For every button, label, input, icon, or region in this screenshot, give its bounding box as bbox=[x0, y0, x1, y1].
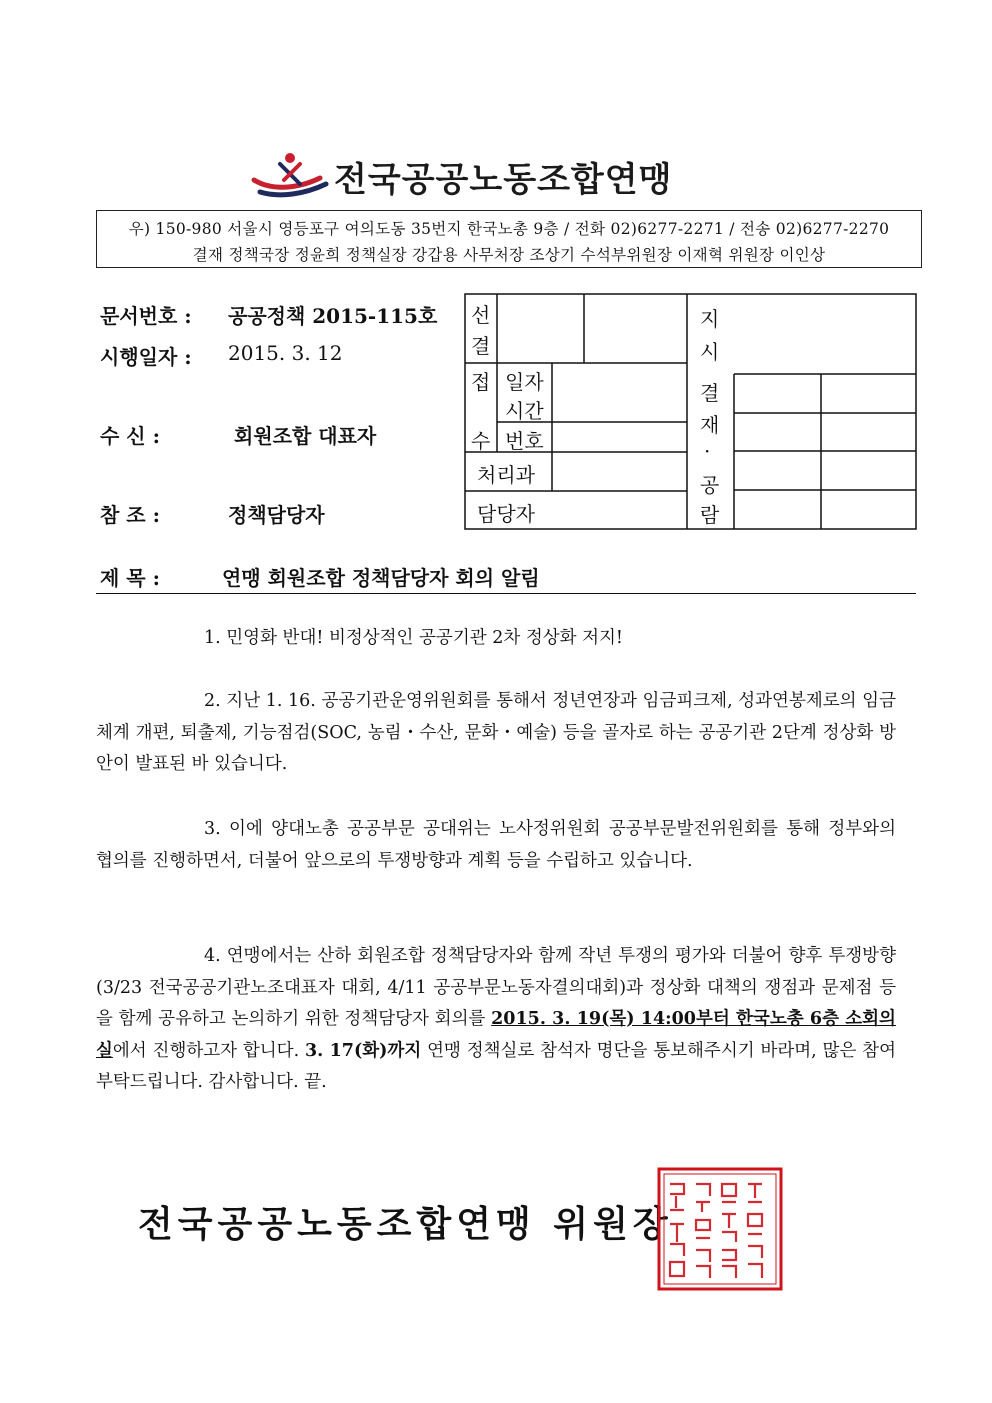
body-paragraph-1: 1. 민영화 반대! 비정상적인 공공기관 2차 정상화 저지! bbox=[204, 628, 623, 648]
subject-divider bbox=[96, 593, 916, 594]
approval-gyeoljae-1: 결 bbox=[700, 381, 720, 405]
recipient-value: 회원조합 대표자 bbox=[234, 424, 377, 448]
address-box bbox=[96, 210, 922, 268]
approval-line: 결재 정책국장 정윤희 정책실장 강갑용 사무처장 조상기 수석부위원장 이재혁 위원장 이인상 bbox=[192, 246, 826, 264]
reference-label: 참 조 : bbox=[100, 503, 160, 527]
approval-table bbox=[464, 293, 917, 530]
approval-seongyeol-2: 결 bbox=[471, 334, 491, 358]
approval-seongyeol-1: 선 bbox=[471, 303, 491, 327]
approval-gyeoljae-3: 공 bbox=[700, 473, 720, 497]
recipient-label: 수 신 : bbox=[100, 424, 160, 448]
body-paragraph-4: 4. 연맹에서는 산하 회원조합 정책담당자와 함께 작년 투쟁의 평가와 더불어 향후 투쟁방향(3/23 전국공공기관노조대표자 대회, 4/11 공공부문노동자결의대회)과 정상화 대책의 쟁점과 문제점 등을 함께 공유하고 논의하기 위한 정책담당자 회의를 2015. 3. 19(목) 14:00부터 한국노총 6층 소회의실에서 진행하고자 합니다. 3. 17(화)까지 연맹 정책실로 참석자 명단을 통보해주시기 바라며, 많은 참여 부탁드립니다. 감사합니다. 끝. bbox=[96, 946, 896, 1092]
date-label: 시행일자 : bbox=[100, 345, 192, 369]
doc-number-label: 문서번호 : bbox=[100, 304, 192, 328]
approval-jisi-2: 시 bbox=[700, 340, 720, 364]
approval-jisi-1: 지 bbox=[700, 307, 720, 331]
meeting-datetime-highlight: 2015. 3. 19(목) 14:00부터 한국노총 6층 소회의실 bbox=[96, 1009, 896, 1061]
approval-beonho: 번호 bbox=[505, 429, 544, 453]
approval-ilja: 일자 bbox=[505, 370, 544, 394]
approval-damdangja: 담당자 bbox=[477, 502, 535, 526]
org-logo bbox=[250, 150, 750, 198]
org-logo-text: 전국공공노동조합연맹 bbox=[334, 160, 673, 200]
approval-jeopsu-1: 접 bbox=[471, 370, 491, 394]
org-logo-mark-icon bbox=[250, 150, 330, 198]
official-seal-icon bbox=[656, 1166, 784, 1292]
approval-gyeoljae-dot: · bbox=[704, 439, 711, 463]
signature-text: 전국공공노동조합연맹 위원장 bbox=[138, 1204, 673, 1245]
approval-sigan: 시간 bbox=[505, 399, 544, 423]
reference-value: 정책담당자 bbox=[228, 503, 325, 527]
address-line: 우) 150-980 서울시 영등포구 여의도동 35번지 한국노총 9층 / 전화 02)6277-2271 / 전송 02)6277-2270 bbox=[128, 220, 890, 238]
doc-number: 공공정책 2015-115호 bbox=[228, 304, 438, 328]
approval-gyeoljae-2: 재 bbox=[700, 413, 720, 437]
subject-value: 연맹 회원조합 정책담당자 회의 알림 bbox=[222, 566, 540, 590]
approval-jeopsu-2: 수 bbox=[471, 429, 491, 453]
body-paragraph-2: 2. 지난 1. 16. 공공기관운영위원회를 통해서 정년연장과 임금피크제, 성과연봉제로의 임금 체계 개편, 퇴출제, 기능점검(SOC, 농림・수산, 문화・예술) 등을 골자로 하는 공공기관 2단계 정상화 방안이 발표된 바 있습니다. bbox=[96, 691, 896, 774]
body-paragraph-3: 3. 이에 양대노총 공공부문 공대위는 노사정위원회 공공부문발전위원회를 통해 정부와의 협의를 진행하면서, 더불어 앞으로의 투쟁방향과 계획 등을 수립하고 있습니다. bbox=[96, 819, 896, 871]
date-value: 2015. 3. 12 bbox=[228, 341, 343, 365]
subject-label: 제 목 : bbox=[100, 566, 160, 590]
approval-cheorigwa: 처리과 bbox=[477, 463, 535, 487]
deadline-highlight: 3. 17(화)까지 bbox=[304, 1040, 422, 1061]
approval-gyeoljae-4: 람 bbox=[700, 503, 720, 527]
